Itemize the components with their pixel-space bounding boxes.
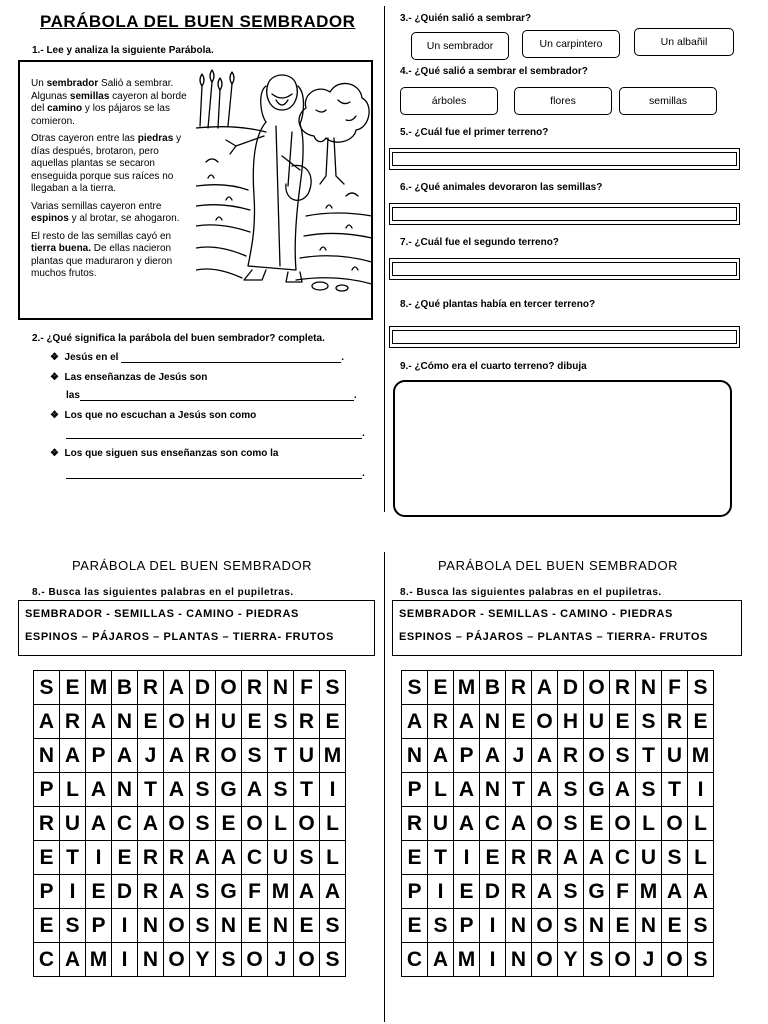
grid-cell[interactable]: A [532, 739, 558, 773]
grid-cell[interactable]: A [558, 841, 584, 875]
wordsearch-title-right: PARÁBOLA DEL BUEN SEMBRADOR [438, 558, 679, 573]
grid-cell[interactable]: R [506, 841, 532, 875]
answer-blank[interactable] [66, 438, 362, 439]
grid-cell[interactable]: P [34, 773, 60, 807]
grid-cell[interactable]: I [112, 909, 138, 943]
grid-cell[interactable]: M [320, 739, 346, 773]
grid-cell[interactable]: L [268, 807, 294, 841]
grid-cell[interactable]: I [86, 841, 112, 875]
word-list-line-1: SEMBRADOR - SEMILLAS - CAMINO - PIEDRAS [399, 608, 673, 620]
grid-cell[interactable]: T [268, 739, 294, 773]
answer-field-6[interactable] [389, 203, 740, 225]
grid-cell[interactable]: U [294, 739, 320, 773]
word-search-grid-left [33, 670, 346, 977]
grid-cell[interactable]: S [610, 739, 636, 773]
grid-cell[interactable]: U [662, 739, 688, 773]
grid-cell[interactable]: R [558, 739, 584, 773]
grid-cell[interactable]: O [294, 807, 320, 841]
grid-cell[interactable]: I [454, 841, 480, 875]
grid-cell[interactable]: A [428, 739, 454, 773]
grid-cell[interactable]: L [688, 807, 714, 841]
grid-cell[interactable]: U [268, 841, 294, 875]
grid-cell[interactable]: E [34, 841, 60, 875]
grid-cell[interactable]: G [216, 875, 242, 909]
grid-cell[interactable]: N [34, 739, 60, 773]
page-title: PARÁBOLA DEL BUEN SEMBRADOR [40, 12, 356, 31]
grid-row [402, 739, 714, 773]
grid-cell[interactable]: A [584, 841, 610, 875]
wordsearch-instruction-left: 8.- Busca las siguientes palabras en el pupiletras. [32, 587, 294, 598]
grid-cell[interactable]: N [402, 739, 428, 773]
grid-cell[interactable]: S [558, 875, 584, 909]
grid-cell[interactable]: S [190, 909, 216, 943]
grid-cell[interactable]: R [34, 807, 60, 841]
grid-cell[interactable]: L [60, 773, 86, 807]
option-arboles[interactable]: árboles [400, 87, 498, 115]
grid-cell[interactable]: E [610, 909, 636, 943]
grid-cell[interactable]: R [138, 875, 164, 909]
grid-cell[interactable]: R [506, 875, 532, 909]
grid-cell[interactable]: E [662, 909, 688, 943]
grid-cell[interactable]: E [34, 909, 60, 943]
option-un-albanil[interactable]: Un albañil [634, 28, 734, 56]
grid-cell[interactable]: I [112, 943, 138, 977]
grid-cell[interactable]: I [688, 773, 714, 807]
grid-cell[interactable]: F [610, 875, 636, 909]
grid-row [34, 671, 346, 705]
grid-row [34, 909, 346, 943]
grid-cell[interactable]: R [662, 705, 688, 739]
grid-cell[interactable]: M [86, 943, 112, 977]
grid-cell[interactable]: E [584, 807, 610, 841]
grid-cell[interactable]: A [532, 875, 558, 909]
grid-cell[interactable]: A [454, 773, 480, 807]
grid-cell[interactable]: O [216, 671, 242, 705]
question-7: 7.- ¿Cuál fue el segundo terreno? [400, 237, 559, 248]
grid-cell[interactable]: Y [558, 943, 584, 977]
grid-cell[interactable]: E [480, 841, 506, 875]
grid-cell[interactable]: O [610, 807, 636, 841]
diamond-bullet-icon: ❖ [50, 352, 59, 363]
grid-row [402, 671, 714, 705]
grid-cell[interactable]: A [164, 671, 190, 705]
grid-cell[interactable]: L [428, 773, 454, 807]
grid-cell[interactable]: A [190, 841, 216, 875]
grid-cell[interactable]: O [216, 739, 242, 773]
option-un-sembrador[interactable]: Un sembrador [411, 32, 509, 60]
grid-cell[interactable]: O [532, 807, 558, 841]
grid-cell[interactable]: A [480, 739, 506, 773]
grid-cell[interactable]: U [428, 807, 454, 841]
grid-cell[interactable]: A [532, 773, 558, 807]
grid-cell[interactable]: S [242, 739, 268, 773]
grid-cell[interactable]: R [294, 705, 320, 739]
grid-cell[interactable]: T [294, 773, 320, 807]
word-list-line-2: ESPINOS – PÁJAROS – PLANTAS – TIERRA- FRUTOS [399, 631, 708, 643]
grid-cell[interactable]: N [112, 773, 138, 807]
grid-cell[interactable]: S [688, 909, 714, 943]
grid-cell[interactable]: A [454, 705, 480, 739]
grid-cell[interactable]: R [138, 671, 164, 705]
grid-cell[interactable]: R [402, 807, 428, 841]
grid-cell[interactable]: P [402, 875, 428, 909]
question-1: 1.- Lee y analiza la siguiente Parábola. [32, 45, 214, 56]
diamond-bullet-icon: ❖ [50, 372, 59, 383]
grid-cell[interactable]: U [584, 705, 610, 739]
question-5: 5.- ¿Cuál fue el primer terreno? [400, 127, 549, 138]
grid-cell[interactable]: R [428, 705, 454, 739]
grid-cell[interactable]: T [662, 773, 688, 807]
grid-cell[interactable]: E [86, 875, 112, 909]
grid-cell[interactable]: A [242, 773, 268, 807]
grid-row [402, 773, 714, 807]
wordsearch-title-left: PARÁBOLA DEL BUEN SEMBRADOR [72, 558, 313, 573]
grid-cell[interactable]: O [532, 705, 558, 739]
grid-cell[interactable]: S [320, 909, 346, 943]
grid-cell[interactable]: E [688, 705, 714, 739]
fill-item-4: ❖ Los que siguen sus enseñanzas son como la [50, 448, 279, 459]
question-8: 8.- ¿Qué plantas había en tercer terreno? [400, 299, 596, 310]
grid-cell[interactable]: S [190, 807, 216, 841]
grid-cell[interactable]: P [86, 739, 112, 773]
grid-cell[interactable]: O [164, 909, 190, 943]
bottom-divider [384, 552, 385, 1022]
grid-cell[interactable]: A [532, 671, 558, 705]
grid-cell[interactable]: N [636, 671, 662, 705]
grid-cell[interactable]: D [112, 875, 138, 909]
top-divider [384, 6, 385, 512]
grid-cell[interactable]: F [242, 875, 268, 909]
grid-cell[interactable]: O [164, 807, 190, 841]
grid-cell[interactable]: R [138, 841, 164, 875]
grid-cell[interactable]: A [138, 807, 164, 841]
grid-cell[interactable]: A [428, 943, 454, 977]
grid-cell[interactable]: O [662, 943, 688, 977]
grid-cell[interactable]: R [60, 705, 86, 739]
answer-field-8[interactable] [389, 326, 740, 348]
grid-cell[interactable]: S [688, 671, 714, 705]
grid-row [34, 875, 346, 909]
grid-cell[interactable]: E [216, 807, 242, 841]
grid-cell[interactable]: A [86, 773, 112, 807]
grid-cell[interactable]: E [506, 705, 532, 739]
grid-cell[interactable]: T [138, 773, 164, 807]
story-text: Un sembrador Salió a sembrar. Algunas semillas cayeron al borde del camino y los pájaros se las comieron. Otras cayeron entre las piedras y días después, brotaron, pero aquellas plantas se secaron enseguida porque sus raíces no llegaban a la tierra. Varias semillas cayeron entre espinos y al brotar, se ahogaron. El resto de las semillas cayó en tierra buena. De ellas nacieron plantas que maduraron y dieron muchos frutos. [31, 78, 187, 279]
grid-cell[interactable]: G [584, 875, 610, 909]
grid-cell[interactable]: N [112, 705, 138, 739]
grid-row [34, 943, 346, 977]
grid-cell[interactable]: P [86, 909, 112, 943]
grid-cell[interactable]: C [112, 807, 138, 841]
fill-item-3: ❖ Los que no escuchan a Jesús son como [50, 410, 257, 421]
grid-cell[interactable]: S [636, 705, 662, 739]
option-flores[interactable]: flores [514, 87, 612, 115]
grid-cell[interactable]: E [242, 909, 268, 943]
grid-cell[interactable]: P [454, 739, 480, 773]
sower-illustration [196, 66, 372, 294]
grid-cell[interactable]: S [190, 875, 216, 909]
grid-cell[interactable]: S [558, 773, 584, 807]
grid-cell[interactable]: S [636, 773, 662, 807]
grid-cell[interactable]: O [164, 705, 190, 739]
grid-row [402, 841, 714, 875]
grid-cell[interactable]: A [86, 705, 112, 739]
grid-cell[interactable]: O [532, 909, 558, 943]
fill-item-1: ❖ Jesús en el . [50, 352, 345, 363]
word-list-left [18, 600, 375, 656]
grid-cell[interactable]: O [532, 943, 558, 977]
grid-cell[interactable]: S [662, 841, 688, 875]
grid-cell[interactable]: A [60, 943, 86, 977]
grid-cell[interactable]: C [480, 807, 506, 841]
grid-cell[interactable]: T [428, 841, 454, 875]
grid-cell[interactable]: R [506, 671, 532, 705]
grid-cell[interactable]: I [320, 773, 346, 807]
grid-cell[interactable]: C [610, 841, 636, 875]
grid-cell[interactable]: M [86, 671, 112, 705]
option-semillas[interactable]: semillas [619, 87, 717, 115]
grid-cell[interactable]: E [112, 841, 138, 875]
grid-cell[interactable]: S [320, 671, 346, 705]
grid-cell[interactable]: A [294, 875, 320, 909]
grid-cell[interactable]: S [584, 943, 610, 977]
grid-cell[interactable]: D [190, 671, 216, 705]
grid-cell[interactable]: A [34, 705, 60, 739]
grid-row [402, 909, 714, 943]
grid-cell[interactable]: N [506, 943, 532, 977]
grid-cell[interactable]: T [60, 841, 86, 875]
grid-cell[interactable]: A [112, 739, 138, 773]
word-list-line-2: ESPINOS – PÁJAROS – PLANTAS – TIERRA- FRUTOS [25, 631, 334, 643]
answer-blank[interactable] [121, 362, 341, 363]
grid-row [402, 943, 714, 977]
grid-cell[interactable]: S [402, 671, 428, 705]
grid-cell[interactable]: R [190, 739, 216, 773]
fill-item-2-cont: las . [66, 390, 357, 401]
answer-field-7[interactable] [389, 258, 740, 280]
grid-cell[interactable]: A [610, 773, 636, 807]
fill-item-2: ❖ Las enseñanzas de Jesús son [50, 372, 208, 383]
grid-cell[interactable]: L [320, 841, 346, 875]
grid-cell[interactable]: E [402, 909, 428, 943]
grid-cell[interactable]: N [584, 909, 610, 943]
grid-cell[interactable]: H [190, 705, 216, 739]
grid-cell[interactable]: C [34, 943, 60, 977]
grid-cell[interactable]: G [584, 773, 610, 807]
grid-cell[interactable]: M [454, 671, 480, 705]
grid-cell[interactable]: O [242, 807, 268, 841]
grid-cell[interactable]: P [34, 875, 60, 909]
grid-cell[interactable]: N [268, 671, 294, 705]
grid-cell[interactable]: D [480, 875, 506, 909]
grid-cell[interactable]: U [636, 841, 662, 875]
grid-cell[interactable]: S [294, 841, 320, 875]
grid-cell[interactable]: C [402, 943, 428, 977]
grid-cell[interactable]: S [268, 773, 294, 807]
grid-cell[interactable]: N [480, 705, 506, 739]
grid-cell[interactable]: R [610, 671, 636, 705]
grid-cell[interactable]: I [60, 875, 86, 909]
grid-cell[interactable]: A [164, 875, 190, 909]
grid-cell[interactable]: O [610, 943, 636, 977]
grid-row [402, 875, 714, 909]
grid-cell[interactable]: E [242, 705, 268, 739]
grid-cell[interactable]: N [506, 909, 532, 943]
grid-cell[interactable]: A [454, 807, 480, 841]
grid-cell[interactable]: R [164, 841, 190, 875]
grid-cell[interactable]: J [138, 739, 164, 773]
grid-cell[interactable]: T [636, 739, 662, 773]
answer-field-5[interactable] [389, 148, 740, 170]
grid-row [34, 705, 346, 739]
grid-cell[interactable]: R [242, 671, 268, 705]
grid-cell[interactable]: A [86, 807, 112, 841]
diamond-bullet-icon: ❖ [50, 410, 59, 421]
grid-cell[interactable]: O [662, 807, 688, 841]
grid-cell[interactable]: S [34, 671, 60, 705]
grid-cell[interactable]: D [558, 671, 584, 705]
diamond-bullet-icon: ❖ [50, 448, 59, 459]
grid-cell[interactable]: R [532, 841, 558, 875]
fill-item-3-line: . [66, 428, 365, 439]
grid-cell[interactable]: P [402, 773, 428, 807]
grid-cell[interactable]: S [60, 909, 86, 943]
grid-cell[interactable]: O [584, 671, 610, 705]
grid-cell[interactable]: J [268, 943, 294, 977]
grid-cell[interactable]: N [138, 943, 164, 977]
grid-cell[interactable]: S [558, 909, 584, 943]
grid-cell[interactable]: M [454, 943, 480, 977]
grid-cell[interactable]: P [454, 909, 480, 943]
grid-cell[interactable]: L [636, 807, 662, 841]
grid-cell[interactable]: U [60, 807, 86, 841]
grid-cell[interactable]: I [480, 943, 506, 977]
grid-cell[interactable]: L [688, 841, 714, 875]
question-2: 2.- ¿Qué significa la parábola del buen sembrador? completa. [32, 333, 325, 344]
grid-cell[interactable]: B [480, 671, 506, 705]
grid-cell[interactable]: I [480, 909, 506, 943]
grid-cell[interactable]: E [454, 875, 480, 909]
grid-row [34, 807, 346, 841]
grid-cell[interactable]: A [688, 875, 714, 909]
grid-cell[interactable]: N [480, 773, 506, 807]
grid-cell[interactable]: E [402, 841, 428, 875]
grid-cell[interactable]: S [190, 773, 216, 807]
answer-blank[interactable] [66, 478, 362, 479]
grid-cell[interactable]: E [610, 705, 636, 739]
grid-row [34, 841, 346, 875]
grid-cell[interactable]: A [662, 875, 688, 909]
grid-cell[interactable]: F [662, 671, 688, 705]
grid-cell[interactable]: N [636, 909, 662, 943]
grid-row [402, 807, 714, 841]
grid-cell[interactable]: O [242, 943, 268, 977]
grid-cell[interactable]: S [320, 943, 346, 977]
option-un-carpintero[interactable]: Un carpintero [522, 30, 620, 58]
grid-cell[interactable]: A [320, 875, 346, 909]
question-4: 4.- ¿Qué salió a sembrar el sembrador? [400, 66, 588, 77]
word-search-grid-right [401, 670, 714, 977]
grid-cell[interactable]: N [268, 909, 294, 943]
grid-cell[interactable]: O [584, 739, 610, 773]
grid-cell[interactable]: M [268, 875, 294, 909]
grid-cell[interactable]: A [164, 739, 190, 773]
grid-row [402, 705, 714, 739]
grid-cell[interactable]: A [506, 807, 532, 841]
grid-cell[interactable]: M [636, 875, 662, 909]
grid-cell[interactable]: S [216, 943, 242, 977]
grid-cell[interactable]: A [164, 773, 190, 807]
grid-cell[interactable]: A [60, 739, 86, 773]
wordsearch-instruction-right: 8.- Busca las siguientes palabras en el pupiletras. [400, 587, 662, 598]
grid-cell[interactable]: B [112, 671, 138, 705]
word-list-line-1: SEMBRADOR - SEMILLAS - CAMINO - PIEDRAS [25, 608, 299, 620]
grid-cell[interactable]: J [636, 943, 662, 977]
grid-cell[interactable]: N [216, 909, 242, 943]
grid-cell[interactable]: G [216, 773, 242, 807]
grid-cell[interactable]: C [242, 841, 268, 875]
grid-cell[interactable]: E [428, 671, 454, 705]
grid-cell[interactable]: L [320, 807, 346, 841]
grid-cell[interactable]: S [688, 943, 714, 977]
grid-cell[interactable]: T [506, 773, 532, 807]
grid-cell[interactable]: O [294, 943, 320, 977]
question-9: 9.- ¿Cómo era el cuarto terreno? dibuja [400, 361, 587, 372]
grid-cell[interactable]: J [506, 739, 532, 773]
word-list-right [392, 600, 742, 656]
grid-cell[interactable]: E [138, 705, 164, 739]
grid-row [34, 773, 346, 807]
grid-cell[interactable]: F [294, 671, 320, 705]
grid-cell[interactable]: U [216, 705, 242, 739]
grid-cell[interactable]: E [60, 671, 86, 705]
grid-cell[interactable]: N [138, 909, 164, 943]
question-3: 3.- ¿Quién salió a sembrar? [400, 13, 532, 24]
grid-cell[interactable]: A [402, 705, 428, 739]
drawing-box[interactable] [393, 380, 732, 517]
answer-blank[interactable] [80, 400, 354, 401]
grid-cell[interactable]: Y [190, 943, 216, 977]
grid-cell[interactable]: S [428, 909, 454, 943]
question-6: 6.- ¿Qué animales devoraron las semillas? [400, 182, 603, 193]
grid-cell[interactable]: S [268, 705, 294, 739]
grid-cell[interactable]: I [428, 875, 454, 909]
grid-cell[interactable]: E [320, 705, 346, 739]
grid-cell[interactable]: S [558, 807, 584, 841]
grid-cell[interactable]: O [164, 943, 190, 977]
grid-cell[interactable]: A [216, 841, 242, 875]
grid-row [34, 739, 346, 773]
grid-cell[interactable]: H [558, 705, 584, 739]
fill-item-4-line: . [66, 468, 365, 479]
grid-cell[interactable]: E [294, 909, 320, 943]
grid-cell[interactable]: M [688, 739, 714, 773]
